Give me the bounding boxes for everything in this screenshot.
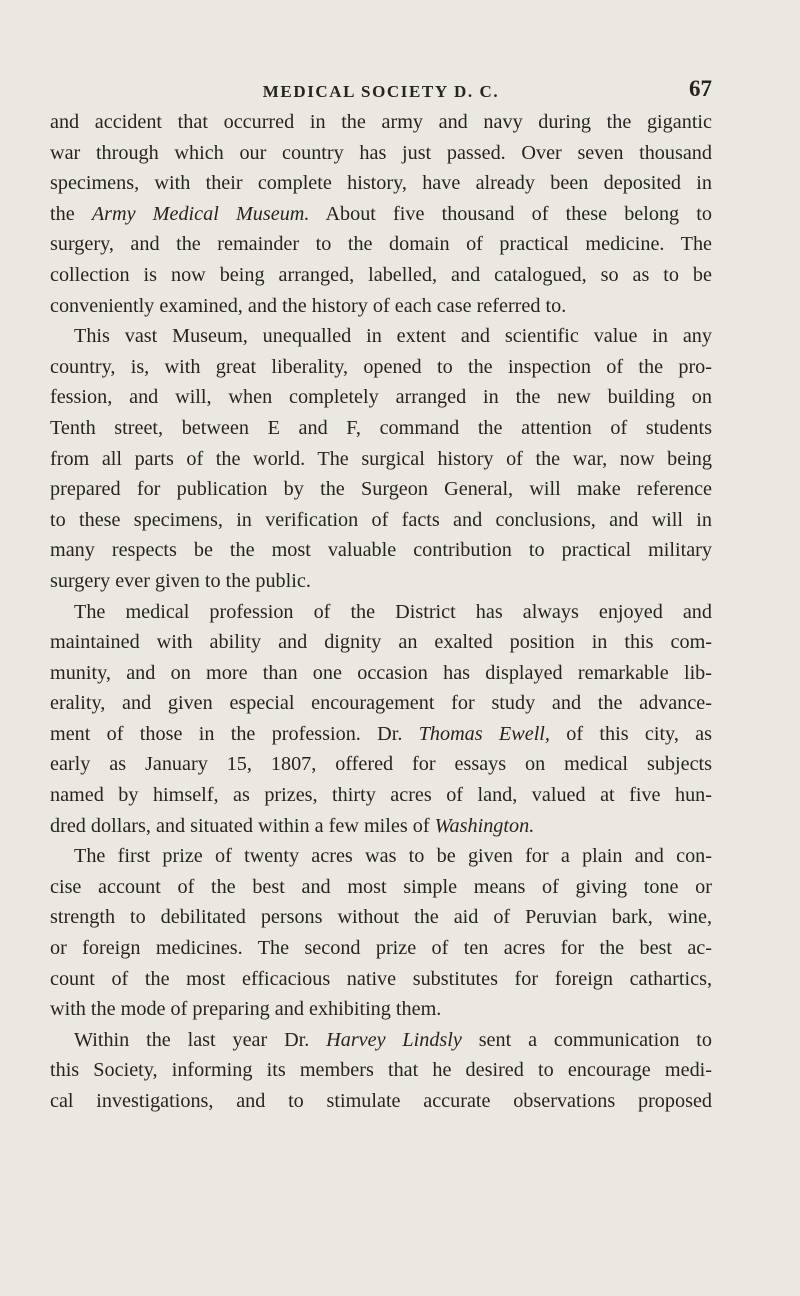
italic-text: Thomas Ewell, <box>418 722 550 745</box>
text-line: Within the last year Dr. Harvey Lindsly sent a communication to <box>74 1028 712 1051</box>
italic-text: Washington. <box>434 814 535 837</box>
paragraph <box>50 841 712 1025</box>
text-line: maintained with ability and dignity an exalted position in this com- <box>50 631 712 654</box>
text-line: the Army Medical Museum. About five thousand of these belong to <box>50 202 712 225</box>
text-line: prepared for publication by the Surgeon General, will make reference <box>50 478 712 501</box>
text-line: cise account of the best and most simple means of giving tone or <box>50 875 712 898</box>
body-text <box>50 107 712 1117</box>
paragraph <box>50 107 712 321</box>
text-line: early as January 15, 1807, offered for essays on medical subjects <box>50 753 712 776</box>
text-line: dred dollars, and situated within a few miles of Washington. <box>50 814 535 837</box>
text-line: Tenth street, between E and F, command the attention of students <box>50 416 712 439</box>
italic-text: Harvey Lindsly <box>326 1028 462 1051</box>
text-line: and accident that occurred in the army and navy during the gigantic <box>50 111 712 133</box>
paragraph <box>50 597 712 842</box>
paragraph <box>50 1025 712 1117</box>
text-line: to these specimens, in verification of facts and conclusions, and will in <box>50 508 712 531</box>
text-line: The first prize of twenty acres was to be given for a plain and con- <box>74 845 712 868</box>
text-line: munity, and on more than one occasion has displayed remarkable lib- <box>50 661 712 684</box>
text-line: surgery ever given to the public. <box>50 569 311 592</box>
text-line: from all parts of the world. The surgical history of the war, now being <box>50 447 712 470</box>
text-line: collection is now being arranged, labelled, and catalogued, so as to be <box>50 263 712 286</box>
text-line: country, is, with great liberality, opened to the inspection of the pro- <box>50 355 712 378</box>
text-line: this Society, informing its members that he desired to encourage medi- <box>50 1059 712 1082</box>
text-line: surgery, and the remainder to the domain of practical medicine. The <box>50 233 712 256</box>
text-line: many respects be the most valuable contribution to practical military <box>50 539 712 562</box>
paragraph <box>50 321 712 596</box>
text-line: specimens, with their complete history, have already been deposited in <box>50 172 712 195</box>
text-line: erality, and given especial encouragement for study and the advance- <box>50 692 712 715</box>
text-line: cal investigations, and to stimulate accurate observations proposed <box>50 1090 712 1112</box>
text-line: strength to debilitated persons without the aid of Peruvian bark, wine, <box>50 906 712 929</box>
text-line: conveniently examined, and the history of each case referred to. <box>50 294 567 317</box>
text-line: fession, and will, when completely arranged in the new building on <box>50 386 712 409</box>
text-line: war through which our country has just passed. Over seven thousand <box>50 141 712 164</box>
text-line: with the mode of preparing and exhibiting them. <box>50 998 442 1021</box>
running-head <box>50 76 712 106</box>
page-number: 67 <box>689 76 712 101</box>
text-line: count of the most efficacious native substitutes for foreign cathartics, <box>50 967 712 990</box>
italic-text: Army Medical Museum. <box>91 202 310 225</box>
text-line: ment of those in the profession. Dr. Thomas Ewell, of this city, as <box>50 722 712 745</box>
text-line: or foreign medicines. The second prize of ten acres for the best ac- <box>50 937 712 960</box>
running-head-title: MEDICAL SOCIETY D. C. <box>262 82 500 101</box>
text-line: named by himself, as prizes, thirty acres of land, valued at five hun- <box>50 784 712 807</box>
text-line: The medical profession of the District has always enjoyed and <box>74 600 712 623</box>
text-line: This vast Museum, unequalled in extent and scientific value in any <box>74 325 712 348</box>
